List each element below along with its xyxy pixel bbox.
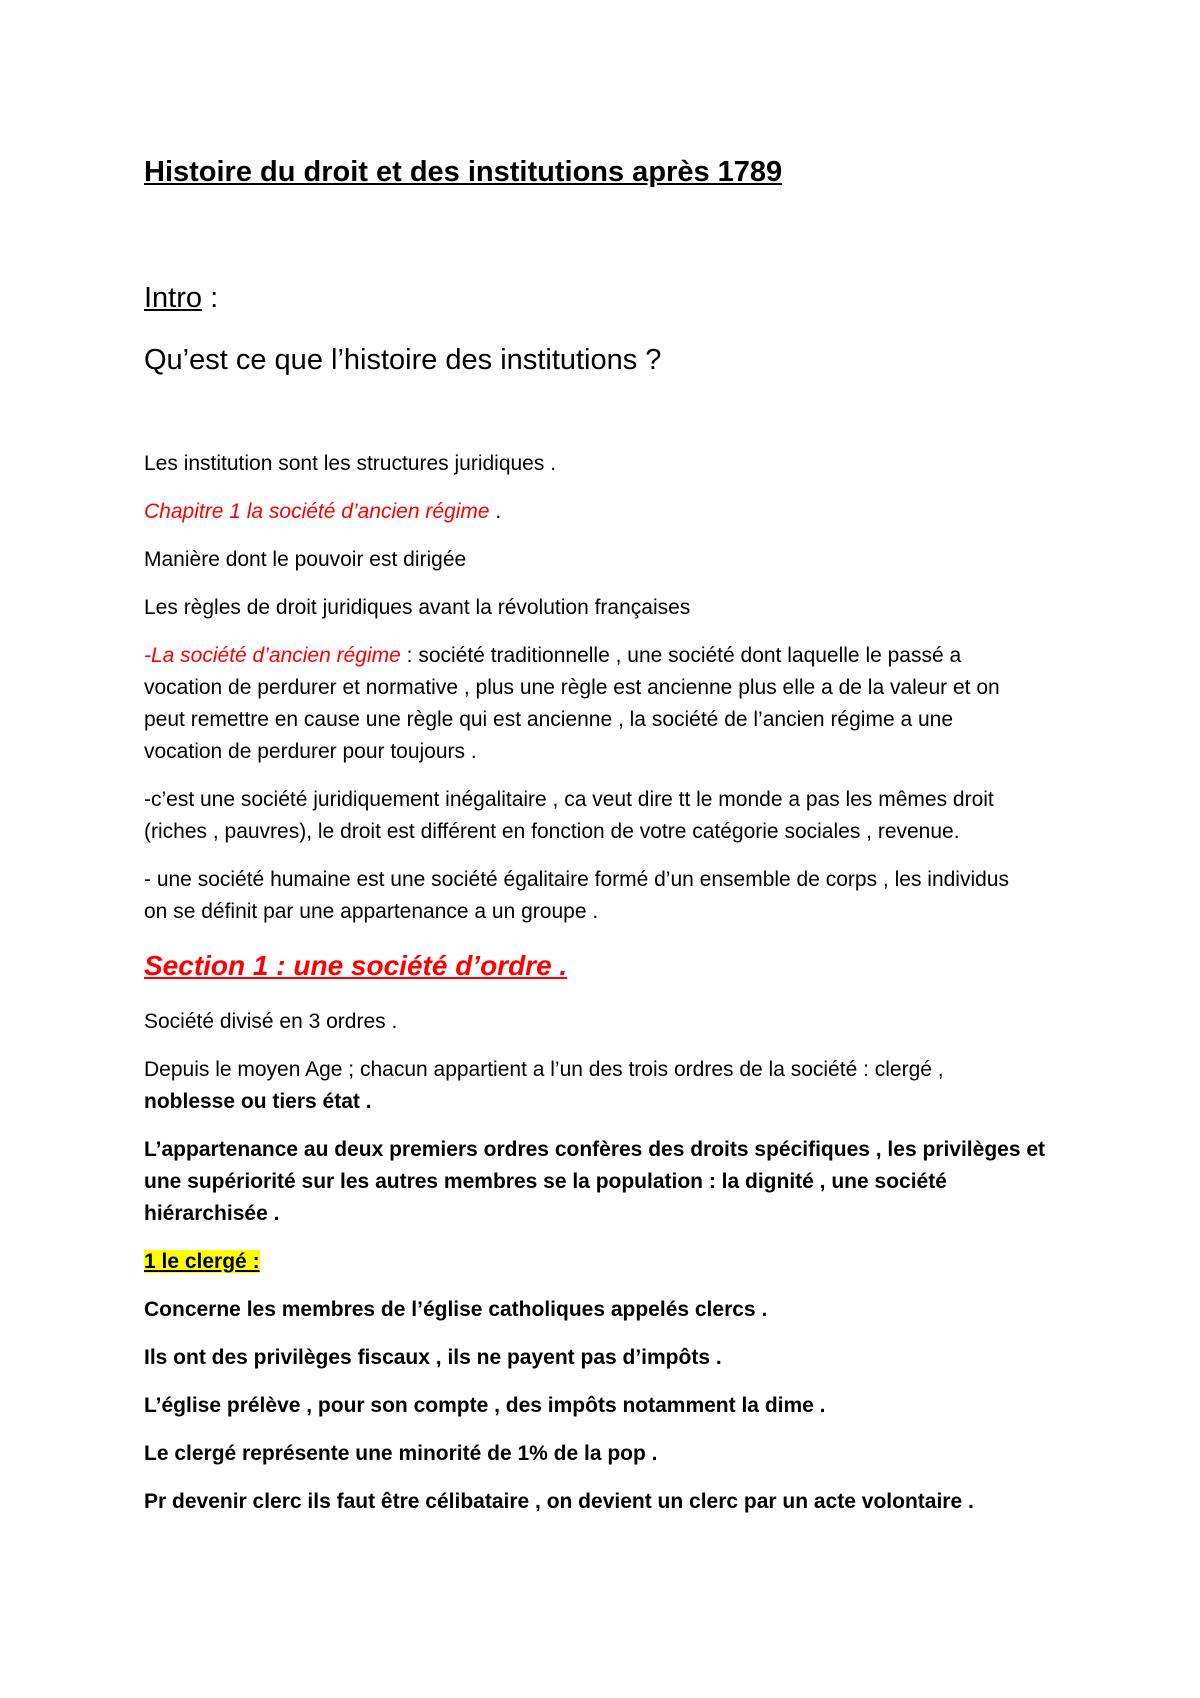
paragraph-inegalitaire-line1: -c’est une société juridiquement inégalitaire , ca veut dire tt le monde a pas les mêmes droit bbox=[144, 788, 994, 811]
paragraph-ancien-regime-line1 bbox=[144, 640, 961, 672]
paragraph-institutions: Les institution sont les structures juridiques . bbox=[144, 452, 557, 475]
paragraph-regles: Les règles de droit juridiques avant la révolution françaises bbox=[144, 596, 691, 619]
intro-colon: : bbox=[202, 282, 219, 314]
paragraph-ancien-regime-line3: peut remettre en cause une règle qui est ancienne , la société de l’ancien régime a une bbox=[144, 708, 954, 731]
intro-label: Intro bbox=[144, 282, 203, 314]
intro-heading bbox=[144, 278, 218, 318]
paragraph-appartenance-line1: L’appartenance au deux premiers ordres confères des droits spécifiques , les privilèges et bbox=[144, 1138, 1046, 1161]
paragraph-celibataire: Pr devenir clerc ils faut être célibataire , on devient un clerc par un acte volontaire . bbox=[144, 1490, 974, 1513]
paragraph-pouvoir: Manière dont le pouvoir est dirigée bbox=[144, 548, 467, 571]
paragraph-dime: L’église prélève , pour son compte , des impôts notamment la dime . bbox=[144, 1394, 826, 1417]
paragraph-ancien-regime-line4: vocation de perdurer pour toujours . bbox=[144, 740, 477, 763]
ancien-regime-definition: : société traditionnelle , une société dont laquelle le passé a bbox=[400, 644, 962, 667]
paragraph-clercs: Concerne les membres de l’église catholiques appelés clercs . bbox=[144, 1298, 768, 1321]
paragraph-inegalitaire-line2: (riches , pauvres), le droit est différent en fonction de votre catégorie sociales , revenue. bbox=[144, 820, 960, 843]
chapter-tail: . bbox=[489, 500, 502, 523]
paragraph-appartenance-line2: une supériorité sur les autres membres se la population : la dignité , une société bbox=[144, 1170, 947, 1193]
paragraph-ancien-regime-line2: vocation de perdurer et normative , plus une règle est ancienne plus elle a de la valeur et on bbox=[144, 676, 1000, 699]
paragraph-appartenance-line3: hiérarchisée . bbox=[144, 1202, 280, 1225]
ancien-regime-term: -La société d’ancien régime bbox=[144, 644, 401, 667]
chapter-title: Chapitre 1 la société d’ancien régime bbox=[144, 500, 490, 523]
document-title: Histoire du droit et des institutions après 1789 bbox=[144, 156, 783, 188]
paragraph-moyen-age-line1: Depuis le moyen Age ; chacun appartient a l’un des trois ordres de la société : clergé , bbox=[144, 1058, 944, 1081]
paragraph-moyen-age-line2: noblesse ou tiers état . bbox=[144, 1090, 372, 1113]
paragraph-minorite: Le clergé représente une minorité de 1% de la pop . bbox=[144, 1442, 658, 1465]
paragraph-societe-humaine-line2: on se définit par une appartenance a un groupe . bbox=[144, 900, 599, 923]
chapter-heading bbox=[144, 496, 501, 528]
paragraph-trois-ordres: Société divisé en 3 ordres . bbox=[144, 1010, 398, 1033]
subheading-clerge bbox=[144, 1246, 260, 1278]
intro-question: Qu’est ce que l’histoire des institutions ? bbox=[144, 344, 662, 376]
subheading-clerge-text: 1 le clergé : bbox=[144, 1250, 260, 1273]
paragraph-privileges-fiscaux: Ils ont des privilèges fiscaux , ils ne payent pas d’impôts . bbox=[144, 1346, 722, 1369]
paragraph-societe-humaine-line1: - une société humaine est une société égalitaire formé d’un ensemble de corps , les individus bbox=[144, 868, 1009, 891]
section-1-heading: Section 1 : une société d’ordre . bbox=[144, 950, 568, 981]
